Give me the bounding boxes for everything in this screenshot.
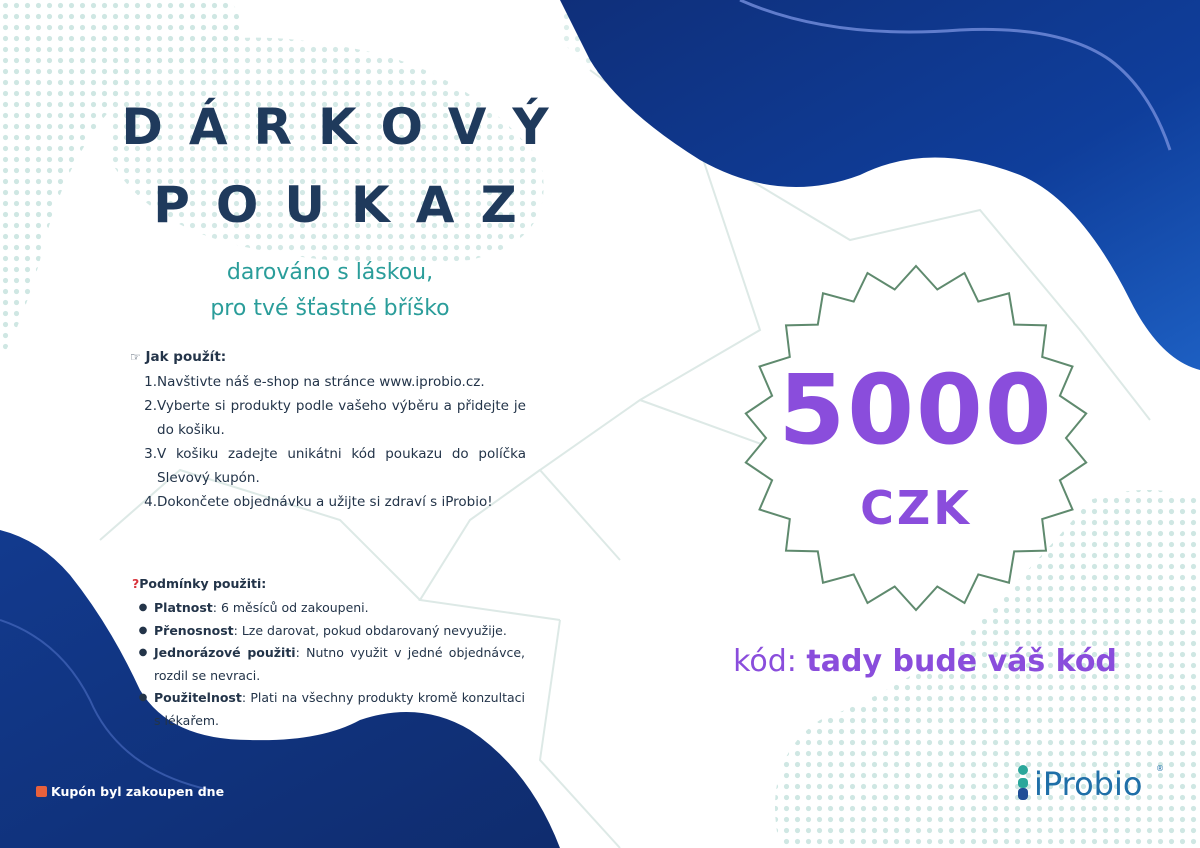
condition-term: Přenosnost (154, 622, 234, 638)
bullet-icon: ● (138, 624, 148, 636)
step-number: 3. (144, 446, 157, 462)
step-item (130, 490, 526, 514)
voucher-currency: CZK (860, 481, 972, 535)
bullet-icon: ● (138, 647, 148, 658)
how-to-use-steps (130, 370, 526, 514)
conditions-list (132, 597, 525, 732)
step-text: Dokončete objednávku a užijte si zdraví s iProbio! (157, 494, 493, 510)
condition-text: : Nutno využit v jedné objednávce, rozdil se nevraci. (154, 645, 526, 683)
purchase-date-label: Kupón byl zakoupen dne (51, 784, 225, 799)
condition-term: Použitelnost (154, 690, 242, 705)
how-to-use-heading: Jak použít: (145, 349, 227, 365)
condition-item (132, 620, 525, 643)
bullet-icon: ● (138, 692, 148, 703)
code-label: kód: (733, 644, 797, 679)
logo-mark-icon (1012, 764, 1034, 808)
condition-text: : Plati na všechny produkty kromě konzultaci s lékařem. (154, 690, 525, 728)
logo-text: iProbio (1034, 765, 1143, 803)
title-line-2: POUKAZ (153, 176, 543, 234)
step-text: Vyberte si produkty podle vašeho výběru a přidejte je do košiku. (157, 398, 526, 438)
condition-term: Jednorázové použiti (154, 645, 296, 660)
condition-text: : 6 měsíců od zakoupeni. (212, 600, 369, 615)
purchase-date-line (36, 784, 224, 799)
condition-item (132, 597, 525, 620)
condition-item (132, 642, 525, 687)
step-item (130, 394, 526, 442)
tagline-line-1: darováno s láskou, (226, 260, 434, 285)
step-number: 1. (144, 374, 157, 390)
condition-term: Platnost (154, 600, 213, 615)
condition-item (132, 687, 525, 732)
condition-text: : Lze darovat, pokud obdarovaný nevyužije. (233, 622, 507, 638)
bullet-icon: ● (138, 602, 148, 613)
step-number: 4. (144, 494, 157, 510)
voucher-amount: 5000 (778, 354, 1054, 466)
step-text: V košiku zadejte unikátni kód poukazu do políčka Slevový kupón. (157, 446, 526, 486)
step-item (130, 370, 526, 394)
step-number: 2. (144, 398, 157, 414)
voucher-code-line (690, 640, 1160, 684)
iprobio-logo (1010, 760, 1170, 812)
conditions-heading: Podmínky použiti: (139, 576, 267, 591)
tagline-line-2: pro tvé šťastné bříško (210, 296, 450, 321)
pointing-hand-icon: ☞ (130, 350, 141, 364)
conditions-section (132, 573, 525, 732)
tagline (120, 255, 540, 327)
code-value: tady bude váš kód (806, 644, 1117, 679)
logo-registered-mark: ® (1156, 764, 1164, 773)
question-mark-icon: ? (132, 576, 140, 591)
step-text: Navštivte náš e-shop na stránce www.iprobio.cz. (157, 374, 485, 390)
step-item (130, 442, 526, 490)
voucher-title (90, 88, 580, 244)
title-line-1: DÁRKOVÝ (121, 98, 575, 156)
how-to-use-section (130, 346, 526, 514)
gift-icon (36, 786, 47, 797)
